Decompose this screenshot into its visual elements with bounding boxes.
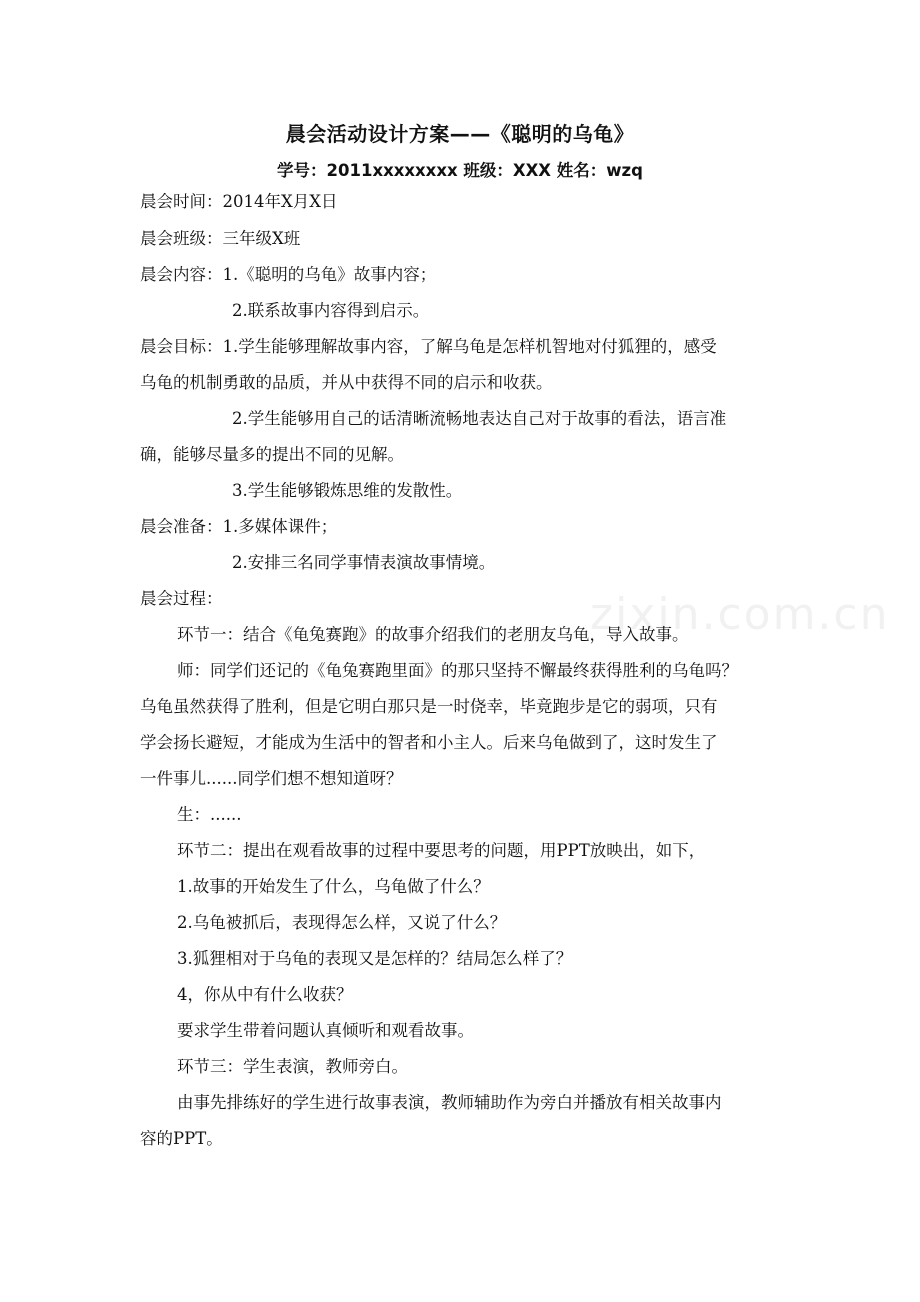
meeting-content-2: 2.联系故事内容得到启示。 <box>232 301 430 320</box>
teacher-line-2: 乌龟虽然获得了胜利，但是它明白那只是一时侥幸，毕竟跑步是它的弱项，只有 <box>140 697 718 716</box>
meeting-prep-2: 2.安排三名同学事情表演故事情境。 <box>232 553 496 572</box>
step-one: 环节一：结合《龟兔赛跑》的故事介绍我们的老朋友乌龟，导入故事。 <box>177 625 689 644</box>
teacher-line-3: 学会扬长避短，才能成为生活中的智者和小主人。后来乌龟做到了，这时发生了 <box>140 733 718 752</box>
meeting-goal-1a: 晨会目标：1.学生能够理解故事内容，了解乌龟是怎样机智地对付狐狸的，感受 <box>140 337 717 356</box>
question-1: 1.故事的开始发生了什么，乌龟做了什么？ <box>177 877 490 896</box>
question-4: 4，你从中有什么收获？ <box>177 985 353 1004</box>
meeting-prep-1: 晨会准备：1.多媒体课件； <box>140 517 338 536</box>
step-three-detail-1: 由事先排练好的学生进行故事表演，教师辅助作为旁白并播放有相关故事内 <box>177 1093 722 1112</box>
meeting-content-1: 晨会内容：1.《聪明的乌龟》故事内容； <box>140 265 437 284</box>
document-title: 晨会活动设计方案——《聪明的乌龟》 <box>285 122 635 146</box>
student-response: 生：...... <box>177 805 242 824</box>
watermark: zixin.com.cn <box>590 589 890 640</box>
requirement: 要求学生带着问题认真倾听和观看故事。 <box>177 1021 474 1040</box>
meeting-process: 晨会过程： <box>140 589 223 608</box>
question-3: 3.狐狸相对于乌龟的表现又是怎样的？结局怎么样了？ <box>177 949 573 968</box>
meeting-goal-3: 3.学生能够锻炼思维的发散性。 <box>232 481 463 500</box>
meeting-class: 晨会班级：三年级X班 <box>140 229 301 248</box>
teacher-line-4: 一件事儿......同学们想不想知道呀？ <box>140 769 403 788</box>
teacher-line-1: 师：同学们还记的《龟兔赛跑里面》的那只坚持不懈最终获得胜利的乌龟吗？ <box>177 661 738 680</box>
step-two: 环节二：提出在观看故事的过程中要思考的问题，用PPT放映出，如下， <box>177 841 706 860</box>
meeting-goal-2a: 2.学生能够用自己的话清晰流畅地表达自己对于故事的看法，语言准 <box>232 409 727 428</box>
meeting-goal-2b: 确，能够尽量多的提出不同的见解。 <box>140 445 404 464</box>
step-three-detail-2: 容的PPT。 <box>140 1129 223 1148</box>
meeting-time: 晨会时间：2014年X月X日 <box>140 192 338 211</box>
meeting-goal-1b: 乌龟的机制勇敢的品质，并从中获得不同的启示和收获。 <box>140 373 553 392</box>
question-2: 2.乌龟被抓后，表现得怎么样，又说了什么？ <box>177 913 507 932</box>
step-three: 环节三：学生表演，教师旁白。 <box>177 1057 408 1076</box>
student-info: 学号：2011xxxxxxxx 班级：XXX 姓名：wzq <box>277 161 643 180</box>
